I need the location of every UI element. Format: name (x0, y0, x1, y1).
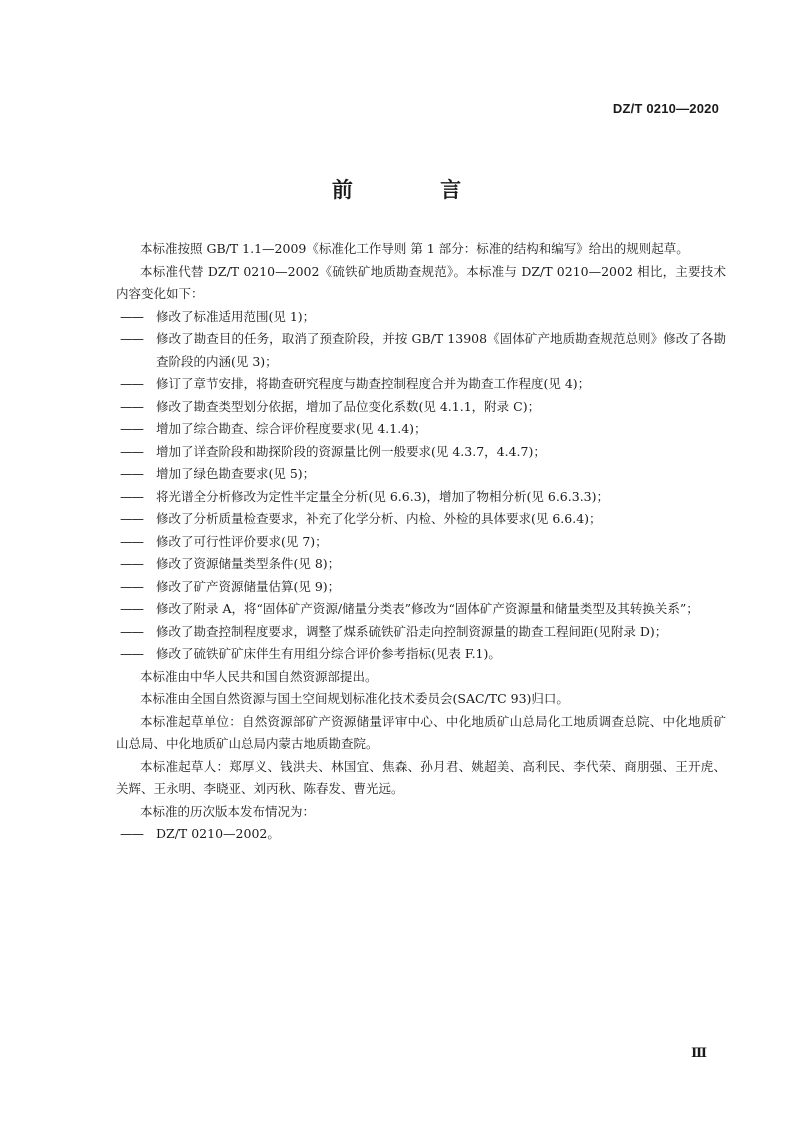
dash-marker: —— (120, 623, 143, 639)
list-item-text: 修改了资源储量类型条件(见 8)； (156, 556, 341, 571)
list-item-text: 修改了硫铁矿矿床伴生有用组分综合评价参考指标(见表 F.1)。 (156, 646, 501, 661)
dash-marker: —— (120, 308, 143, 324)
dash-marker: —— (120, 556, 143, 571)
page-title: 前 言 (331, 178, 502, 202)
intro-paragraph: 本标准按照 GB/T 1.1—2009《标准化工作导则 第 1 部分：标准的结构和编写》给出的规则起草。 (140, 241, 689, 256)
closing-paragraph: 本标准起草单位：自然资源部矿产资源储量评审中心、中化地质矿山总局化工地质调查总院、中化地质矿山总局、中化地质矿山总局内蒙古地质勘查院。 (116, 713, 726, 751)
list-item (116, 508, 726, 531)
list-item (116, 486, 726, 509)
dash-marker: —— (120, 578, 143, 594)
dash-marker: —— (120, 421, 143, 436)
intro-paragraph: 本标准代替 DZ/T 0210—2002《硫铁矿地质勘查规范》。本标准与 DZ/T 0210—2002 相比，主要技术内容变化如下： (116, 263, 726, 301)
change-list (116, 306, 726, 666)
dash-marker: —— (120, 646, 143, 661)
list-item-text: 修改了矿产资源储量估算(见 9)； (156, 578, 341, 594)
list-item (116, 576, 726, 599)
dash-marker: —— (120, 488, 143, 504)
list-item-text: 修订了章节安排，将勘查研究程度与勘查控制程度合并为勘查工作程度(见 4)； (156, 376, 591, 391)
dash-marker: —— (120, 443, 143, 459)
list-item (116, 418, 726, 441)
list-item (116, 553, 726, 576)
dash-marker: —— (120, 331, 143, 346)
closing-paragraph: 本标准起草人：郑厚义、钱洪夫、林国宜、焦森、孙月君、姚超美、高利民、李代荣、商朋强、王开虎、关辉、王永明、李晓亚、刘丙秋、陈春发、曹光远。 (116, 758, 726, 796)
list-item (116, 396, 726, 419)
list-item (116, 373, 726, 396)
list-item (116, 531, 726, 554)
list-item-text: 修改了标准适用范围(见 1)； (156, 308, 316, 324)
dash-marker: —— (120, 466, 143, 481)
history-item-text: DZ/T 0210—2002。 (156, 826, 280, 841)
list-item (116, 621, 726, 644)
closing-paragraph: 本标准的历次版本发布情况为： (140, 803, 316, 819)
closing-paragraph: 本标准由全国自然资源与国土空间规划标准化技术委员会(SAC/TC 93)归口。 (140, 691, 569, 706)
standard-code: DZ/T 0210—2020 (612, 101, 719, 116)
document-body (116, 238, 726, 846)
list-item (116, 643, 726, 666)
dash-marker: —— (120, 398, 143, 414)
list-item-text: 修改了勘查类型划分依据，增加了品位变化系数(见 4.1.1，附录 C)； (156, 398, 541, 414)
list-item-text: 修改了附录 A，将“固体矿产资源/储量分类表”修改为“固体矿产资源量和储量类型及其转换关系”； (156, 601, 699, 616)
list-item (116, 328, 726, 373)
list-item (116, 306, 726, 329)
list-item-text: 修改了勘查控制程度要求，调整了煤系硫铁矿沿走向控制资源量的勘查工程间距(见附录 D)； (156, 623, 668, 639)
list-item-text: 修改了分析质量检查要求，补充了化学分析、内检、外检的具体要求(见 6.6.4)； (156, 511, 602, 526)
dash-marker: —— (120, 601, 143, 616)
dash-marker: —— (120, 511, 143, 526)
list-item-text: 修改了可行性评价要求(见 7)； (156, 533, 328, 549)
list-item (116, 441, 726, 464)
list-item-text: 增加了综合勘查、综合评价程度要求(见 4.1.4)； (156, 421, 427, 436)
list-item (116, 598, 726, 621)
list-item (116, 463, 726, 486)
list-item-text: 修改了勘查目的任务，取消了预查阶段，并按 GB/T 13908《固体矿产地质勘查规范总则》修改了各勘查阶段的内涵(见 3)； (156, 331, 726, 369)
list-item-text: 增加了详查阶段和勘探阶段的资源量比例一般要求(见 4.3.7，4.4.7)； (156, 443, 546, 459)
dash-marker: —— (120, 376, 143, 391)
list-item-text: 增加了绿色勘查要求(见 5)； (156, 466, 316, 481)
closing-paragraph: 本标准由中华人民共和国自然资源部提出。 (140, 668, 378, 684)
list-item-text: 将光谱全分析修改为定性半定量全分析(见 6.6.3)，增加了物相分析(见 6.6.3.3)； (156, 488, 609, 504)
history-item (116, 823, 726, 846)
dash-marker: —— (120, 826, 143, 841)
dash-marker: —— (120, 533, 143, 549)
page-number: Ⅲ (691, 1046, 707, 1061)
